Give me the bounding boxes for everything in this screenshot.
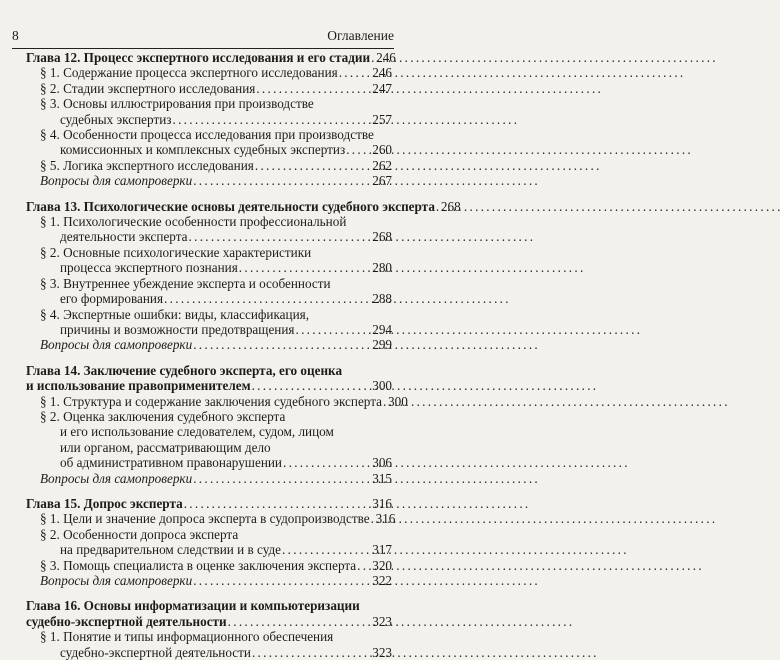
toc-chapter-14[interactable] [26, 363, 392, 394]
page-ref: 316 [372, 495, 392, 511]
chapter-title-line: и использование правоприменителем [26, 378, 251, 394]
section-title-line: об административном правонарушении [60, 455, 282, 471]
leader-dots [164, 291, 371, 306]
chapter-title-line: Глава 14. Заключение судебного эксперта, его оценка [26, 362, 343, 378]
leader-dots [193, 471, 371, 486]
leader-dots [282, 542, 371, 557]
section-title: § 3. Помощь специалиста в оценке заключения эксперта [40, 557, 357, 573]
section-title-line: § 4. Экспертные ошибки: виды, классификация, [40, 306, 310, 322]
section-title-line: § 2. Оценка заключения судебного эксперта [40, 408, 286, 424]
toc-section-12-3[interactable] [26, 96, 392, 127]
section-title-line: комиссионных и комплексных судебных экспертиз [60, 142, 346, 158]
section-title: § 5. Логика экспертного исследования [40, 157, 254, 173]
toc-section-14-2[interactable] [26, 409, 392, 471]
toc-section-12-2[interactable] [26, 81, 392, 96]
page-ref: 317 [372, 542, 392, 558]
chapter-title-line: судебно-экспертной деятельности [26, 613, 227, 629]
page-ref: 320 [372, 557, 392, 573]
toc-section-16-1[interactable] [26, 629, 392, 660]
page-ref: 306 [372, 455, 392, 471]
page-ref: 316 [375, 511, 396, 527]
leader-dots [252, 378, 372, 393]
page-ref: 267 [372, 173, 392, 189]
section-title-line: причины и возможности предотвращения [60, 321, 295, 337]
toc-questions-12[interactable] [26, 173, 392, 188]
section-title-line: § 1. Психологические особенности профессиональной [40, 214, 347, 230]
leader-dots [172, 112, 371, 127]
page-ref: 257 [372, 111, 392, 127]
section-title-line: его формирования [60, 291, 164, 307]
page-ref: 322 [372, 573, 392, 588]
leader-dots [189, 229, 372, 244]
toc-section-13-4[interactable] [26, 307, 392, 338]
toc-chapter-12[interactable] [26, 50, 396, 65]
table-of-contents [26, 50, 461, 660]
leader-dots [193, 573, 371, 588]
questions-title: Вопросы для самопроверки [40, 470, 193, 486]
leader-dots [228, 614, 372, 629]
page-ref: 294 [372, 321, 392, 337]
section-title-line: § 3. Основы иллюстрирования при производстве [40, 96, 314, 112]
page-ref: 323 [372, 613, 392, 629]
chapter-title: Глава 12. Процесс экспертного исследования и его стадии [26, 50, 371, 65]
section-title-line: § 2. Особенности допроса эксперта [40, 526, 239, 542]
toc-section-15-3[interactable] [26, 558, 392, 573]
page-number: 8 [12, 28, 19, 43]
toc-chapter-13[interactable] [26, 198, 461, 214]
page-ref: 315 [372, 470, 392, 486]
section-title-line: § 2. Основные психологические характеристики [40, 244, 312, 260]
toc-section-12-5[interactable] [26, 158, 392, 173]
page-ref: 300 [372, 378, 392, 394]
page-ref: 299 [372, 337, 392, 353]
toc-section-13-2[interactable] [26, 245, 392, 276]
section-title-line: § 4. Особенности процесса исследования при производстве [40, 127, 374, 143]
leader-dots [283, 455, 371, 470]
leader-dots [357, 558, 371, 573]
section-title-line: на предварительном следствии и в суде [60, 542, 282, 558]
section-title-line: или органом, рассматривающим дело [60, 439, 271, 455]
toc-questions-13[interactable] [26, 337, 392, 352]
leader-dots [256, 81, 371, 96]
toc-questions-15[interactable] [26, 573, 392, 588]
toc-section-14-1[interactable] [26, 393, 408, 409]
leader-dots [346, 142, 371, 157]
chapter-title: Глава 13. Психологические основы деятельности судебного эксперта [26, 198, 435, 214]
page-ref: 260 [372, 142, 392, 158]
toc-chapter-16[interactable] [26, 598, 392, 629]
page-ref: 323 [372, 644, 392, 660]
page-ref: 268 [372, 229, 392, 245]
toc-section-15-2[interactable] [26, 527, 392, 558]
questions-title: Вопросы для самопроверки [40, 337, 193, 353]
toc-section-13-3[interactable] [26, 276, 392, 307]
leader-dots [295, 322, 371, 337]
section-title: § 1. Структура и содержание заключения судебного эксперта [40, 393, 383, 409]
page-header [12, 28, 394, 49]
section-title-line: § 1. Понятие и типы информационного обеспечения [40, 629, 334, 645]
leader-dots [255, 158, 371, 173]
page-ref: 246 [376, 50, 396, 65]
toc-section-12-4[interactable] [26, 127, 392, 158]
leader-dots [184, 496, 372, 511]
section-title-line: судебных экспертиз [60, 111, 172, 127]
leader-dots [193, 337, 371, 352]
leader-dots [193, 173, 371, 188]
chapter-title-line: Глава 16. Основы информатизации и компьютеризации [26, 598, 360, 614]
page-ref: 288 [372, 291, 392, 307]
section-title-line: судебно-экспертной деятельности [60, 644, 251, 660]
section-title-line: и его использование следователем, судом, лицом [60, 424, 334, 440]
leader-dots [252, 645, 371, 660]
leader-dots [371, 511, 375, 526]
toc-section-15-1[interactable] [26, 511, 396, 527]
questions-title: Вопросы для самопроверки [40, 173, 193, 189]
leader-dots [371, 50, 375, 65]
leader-dots [383, 394, 387, 409]
toc-chapter-15[interactable] [26, 496, 392, 511]
section-title-line: § 3. Внутреннее убеждение эксперта и особенности [40, 275, 331, 291]
toc-section-12-1[interactable] [26, 65, 392, 80]
toc-section-13-1[interactable] [26, 214, 392, 245]
page-ref: 280 [372, 260, 392, 276]
page-ref: 268 [440, 198, 461, 214]
page-ref: 246 [372, 65, 392, 81]
section-title: § 1. Содержание процесса экспертного исследования [40, 65, 338, 81]
section-title: § 2. Стадии экспертного исследования [40, 80, 256, 96]
page-ref: 262 [372, 157, 392, 173]
toc-questions-14[interactable] [26, 471, 392, 486]
running-title: Оглавление [327, 28, 394, 43]
page-ref: 247 [372, 80, 392, 96]
leader-dots [239, 260, 371, 275]
section-title: § 1. Цели и значение допроса эксперта в судопроизводстве [40, 511, 370, 527]
chapter-title: Глава 15. Допрос эксперта [26, 495, 183, 511]
section-title-line: деятельности эксперта [60, 229, 188, 245]
questions-title: Вопросы для самопроверки [40, 573, 193, 588]
section-title-line: процесса экспертного познания [60, 260, 238, 276]
page-ref: 300 [388, 393, 408, 409]
leader-dots [436, 199, 440, 214]
leader-dots [339, 65, 372, 80]
